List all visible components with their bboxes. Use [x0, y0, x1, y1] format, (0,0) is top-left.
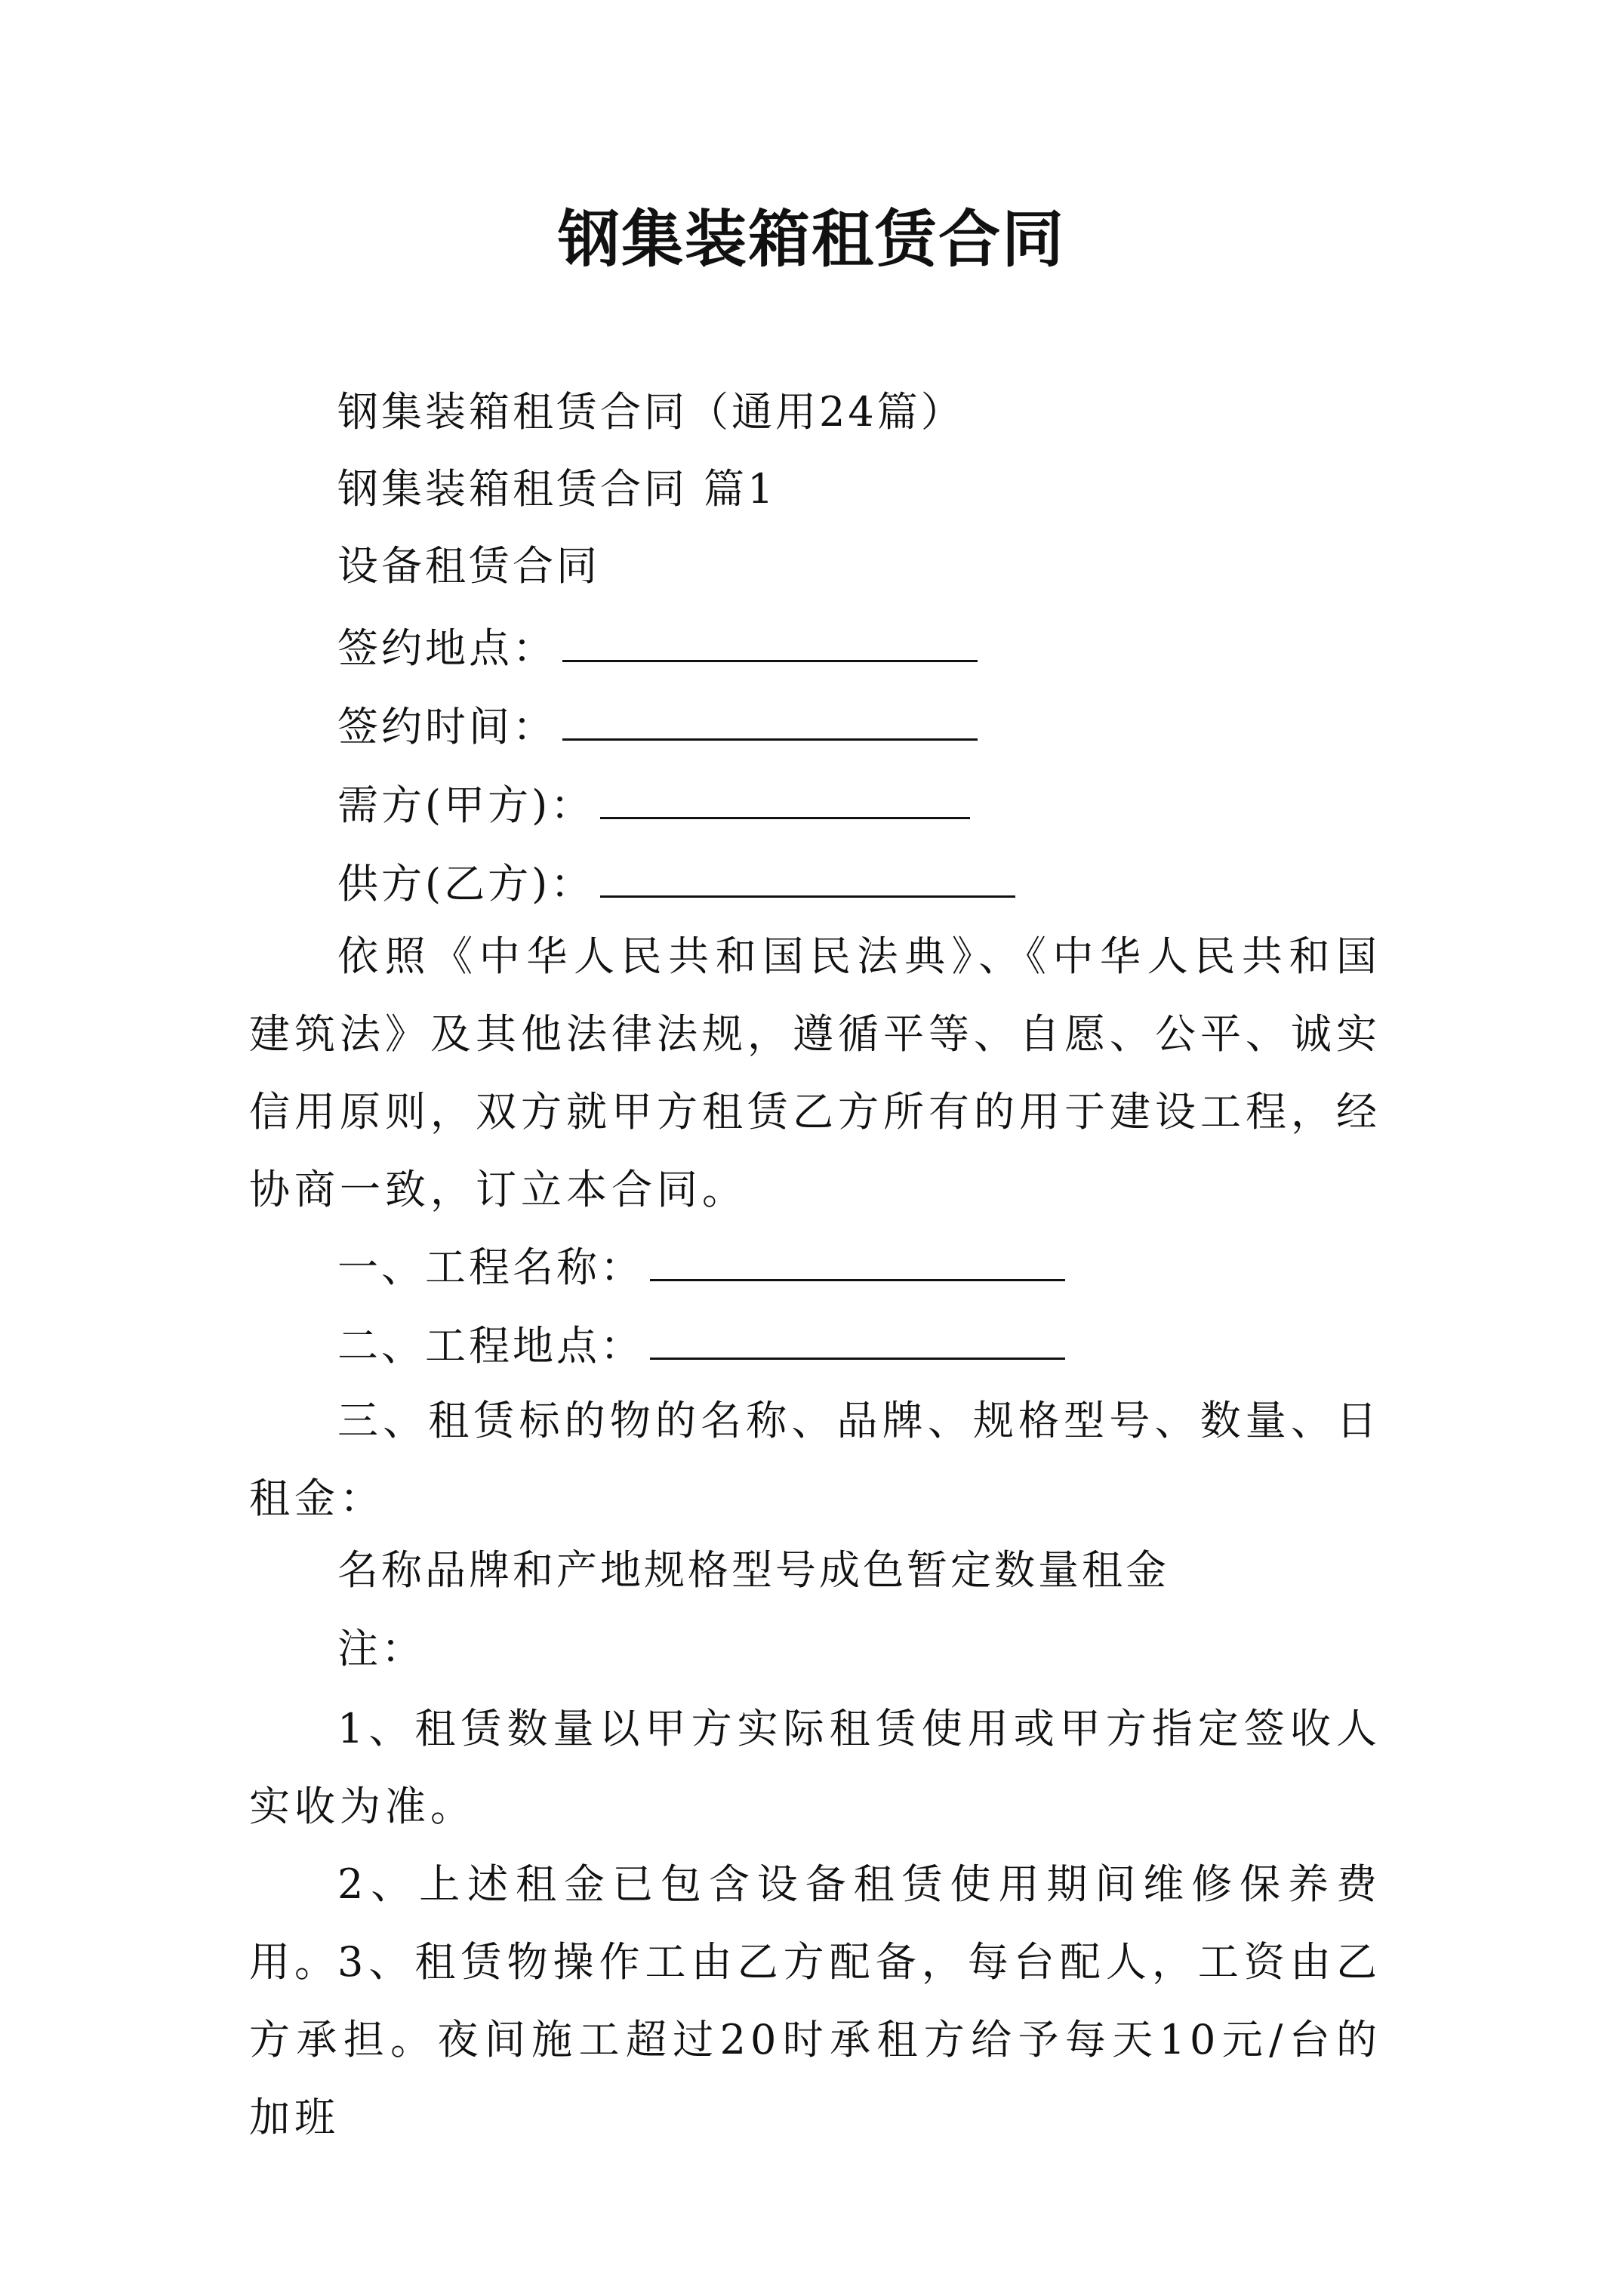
clause-three: 三、租赁标的物的名称、品牌、规格型号、数量、日租金： — [249, 1397, 1381, 1522]
party-b-blank — [600, 853, 1015, 898]
section-heading: 钢集装箱租赁合同 篇1 — [337, 465, 777, 513]
party-b-label: 供方(乙方)： — [337, 860, 595, 908]
party-a-row — [337, 775, 970, 833]
project-name-blank — [650, 1237, 1065, 1281]
note-1: 1、租赁数量以甲方实际租赁使用或甲方指定签收人实收为准。 — [249, 1705, 1381, 1830]
sign-place-blank — [562, 618, 978, 662]
party-b-row — [337, 853, 1015, 911]
table-header: 名称品牌和产地规格型号成色暂定数量租金 — [337, 1546, 1169, 1594]
sign-time-row — [337, 696, 978, 754]
sign-place-row — [337, 618, 978, 676]
party-a-label: 需方(甲方)： — [337, 781, 595, 829]
document-subtitle: 钢集装箱租赁合同（通用24篇） — [337, 388, 965, 436]
intro-paragraph: 依照《中华人民共和国民法典》、《中华人民共和国建筑法》及其他法律法规，遵循平等、自愿、公平、诚实信用原则，双方就甲方租赁乙方所有的用于建设工程，经协商一致，订立本合同。 — [249, 932, 1381, 1213]
project-name-label: 一、工程名称： — [337, 1244, 644, 1291]
note-3: 3、租赁物操作工由乙方配备，每台配人，工资由乙方承担。夜间施工超过20时承租方给予每天10元/台的加班 — [249, 1938, 1381, 2141]
sign-time-blank — [562, 696, 978, 741]
project-name-row — [337, 1237, 1065, 1295]
project-place-row — [337, 1315, 1065, 1373]
note-label: 注： — [337, 1625, 425, 1672]
project-place-blank — [650, 1315, 1065, 1360]
document-title: 钢集装箱租赁合同 — [557, 203, 1065, 276]
note-2: 2、上述租金已包含设备租赁使用期间维修保养费用。 — [249, 1860, 1381, 1986]
sign-time-label: 签约时间： — [337, 703, 556, 750]
sign-place-label: 签约地点： — [337, 624, 556, 672]
contract-name: 设备租赁合同 — [337, 542, 600, 590]
project-place-label: 二、工程地点： — [337, 1322, 644, 1370]
party-a-blank — [600, 775, 970, 819]
